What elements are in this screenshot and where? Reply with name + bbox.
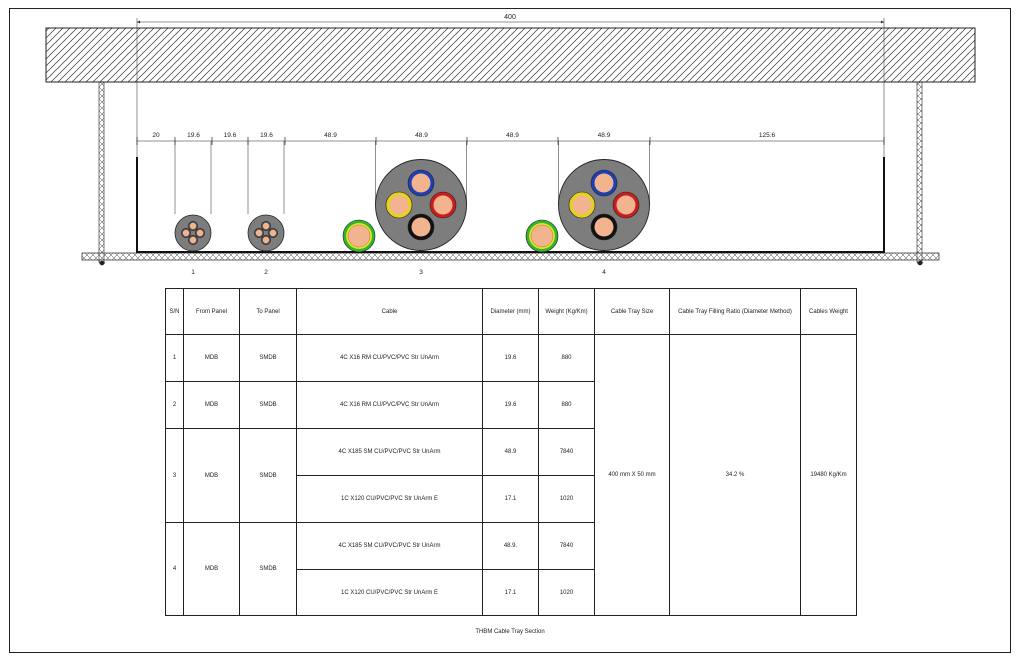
cable-number-label: 2: [264, 269, 268, 276]
cable-number-label: 4: [602, 269, 606, 276]
header-cable: Cable: [297, 289, 483, 335]
overall-width-label: 400: [504, 14, 516, 21]
header-to-panel: To Panel: [240, 289, 297, 335]
header-from-panel: From Panel: [184, 289, 240, 335]
dimension-label: 48.9: [506, 132, 519, 139]
cell-cables-weight: 19480 Kg/Km: [801, 335, 857, 616]
header-diameter: Diameter (mm): [483, 289, 539, 335]
support-channel: [82, 253, 939, 260]
dimension-label: 19.6: [223, 132, 237, 139]
cell-weight: 1020: [539, 476, 595, 523]
header-filling-ratio: Cable Tray Filling Ratio (Diameter Method): [670, 289, 801, 335]
cable-2-small-4-core: [248, 141, 284, 251]
cable-number-label: 1: [191, 269, 195, 276]
dimension-label: 48.9: [415, 132, 428, 139]
header-tray-size: Cable Tray Size: [595, 289, 670, 335]
cell-cable: 4C X16 RM CU/PVC/PVC Str UnArm: [297, 382, 483, 429]
header-weight: Weight (Kg/Km): [539, 289, 595, 335]
cell-diameter: 19.6: [483, 382, 539, 429]
table-row: [166, 335, 857, 382]
cable-1-small-4-core: [175, 141, 211, 251]
dimension-label: 19.6: [187, 132, 200, 139]
cell-filling-ratio: 34.2 %: [670, 335, 801, 616]
cell-diameter: 19.6: [483, 335, 539, 382]
cell-to-panel: SMDB: [240, 382, 297, 429]
header-sn: S/N: [166, 289, 184, 335]
cell-weight: 7840: [539, 523, 595, 570]
cable-schedule-table: [165, 288, 857, 616]
cell-from-panel: MDB: [184, 429, 240, 523]
cell-diameter: 48.9: [483, 429, 539, 476]
cell-diameter: 48.9.: [483, 523, 539, 570]
cable-number-label: 3: [419, 269, 423, 276]
cell-sn: 2: [166, 382, 184, 429]
dimension-label: 48.9: [324, 132, 337, 139]
dimension-label: 20: [152, 132, 160, 139]
cell-sn: 1: [166, 335, 184, 382]
cell-from-panel: MDB: [184, 523, 240, 616]
cell-tray-size: 400 mm X 50 mm: [595, 335, 670, 616]
dimension-label: 19.6: [260, 132, 273, 139]
cell-from-panel: MDB: [184, 382, 240, 429]
header-cables-weight: Cables Weight: [801, 289, 857, 335]
dimension-label: 48.9: [597, 132, 611, 139]
cell-cable: 4C X185 SM CU/PVC/PVC Str UnArm: [297, 429, 483, 476]
cell-to-panel: SMDB: [240, 429, 297, 523]
cell-cable: 1C X120 CU/PVC/PVC Str UnArm E: [297, 476, 483, 523]
earth-cable-4: [526, 220, 558, 252]
cell-cable: 4C X16 RM CU/PVC/PVC Str UnArm: [297, 335, 483, 382]
cell-from-panel: MDB: [184, 335, 240, 382]
dimension-label: 125.6: [758, 132, 776, 139]
cell-sn: 3: [166, 429, 184, 523]
cell-weight: 7840: [539, 429, 595, 476]
cell-to-panel: SMDB: [240, 523, 297, 616]
cell-to-panel: SMDB: [240, 335, 297, 382]
cell-sn: 4: [166, 523, 184, 616]
hanger-rod-right: [917, 82, 922, 262]
cell-diameter: 17.1: [483, 476, 539, 523]
ceiling-slab: [46, 28, 975, 82]
table-header-row: [166, 289, 857, 335]
cell-diameter: 17.1: [483, 570, 539, 616]
cable-3-large-4-core: [376, 141, 467, 251]
cell-weight: 880: [539, 335, 595, 382]
cell-weight: 880: [539, 382, 595, 429]
hanger-rod-left: [99, 82, 104, 262]
cell-cable: 4C X185 SM CU/PVC/PVC Str UnArm: [297, 523, 483, 570]
cell-weight: 1020: [539, 570, 595, 616]
cable-4-large-4-core: [559, 141, 650, 251]
drawing-title: THBM Cable Tray Section: [475, 629, 545, 635]
cell-cable: 1C X120 CU/PVC/PVC Str UnArm E: [297, 570, 483, 616]
earth-cable-3: [343, 220, 375, 252]
